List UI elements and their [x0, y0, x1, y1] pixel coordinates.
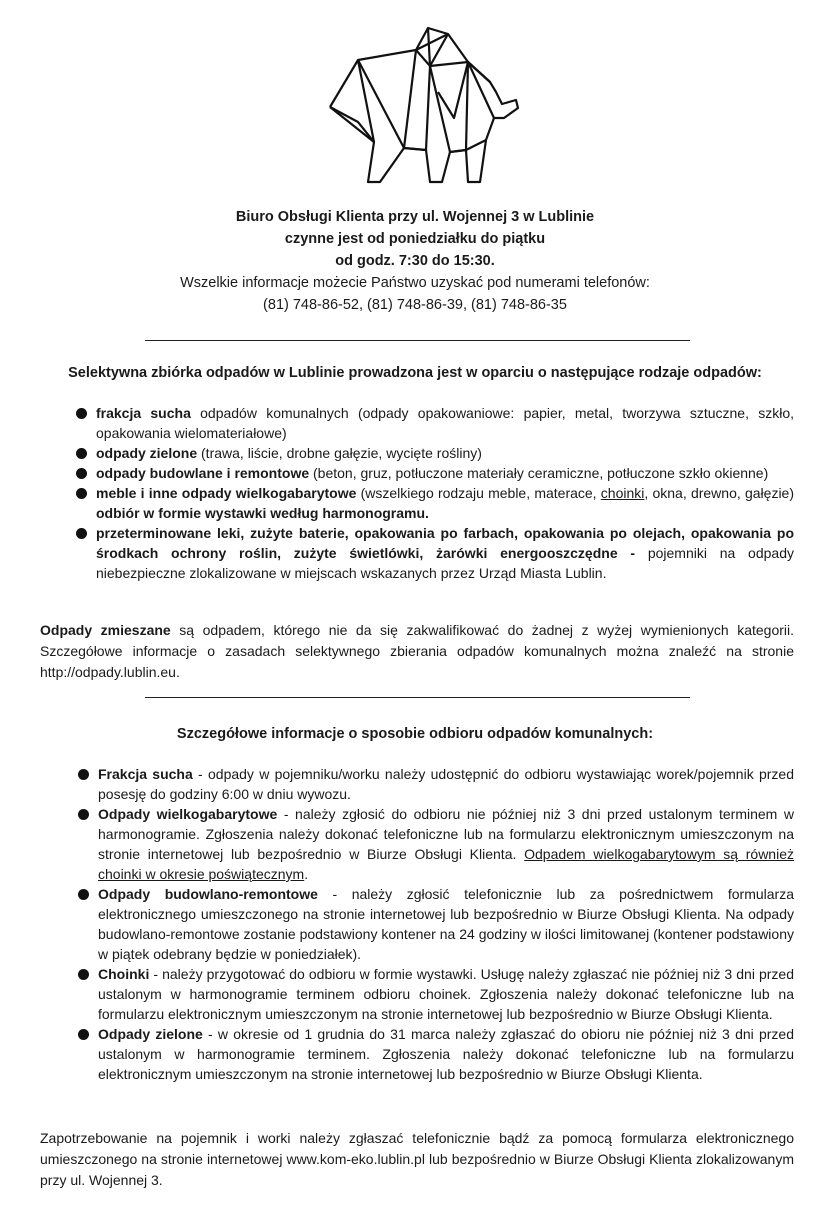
elephant-logo-icon — [318, 22, 528, 187]
divider-2 — [145, 697, 690, 698]
list-item: przeterminowane leki, zużyte baterie, opakowania po farbach, opakowania po olejach, opakowania po środkach ochrony roślin, zużyte świetlówki, żarówki energooszczędne - pojemniki na odpady niebezpieczne zlokalizowane w miejscach wskazanych przez Urząd Miasta Lublin. — [76, 523, 794, 583]
list-item: odpady zielone (trawa, liście, drobne gałęzie, wycięte rośliny) — [76, 443, 794, 463]
divider-1 — [145, 340, 690, 341]
section2-list — [78, 764, 794, 1084]
bullet-icon — [76, 488, 87, 499]
bullet-icon — [78, 969, 89, 980]
office-phones: (81) 748-86-52, (81) 748-86-39, (81) 748-86-35 — [263, 297, 567, 313]
office-line-3: od godz. 7:30 do 15:30. — [335, 253, 495, 269]
office-info — [60, 206, 770, 316]
bullet-icon — [76, 468, 87, 479]
section1-heading: Selektywna zbiórka odpadów w Lublinie prowadzona jest w oparciu o następujące rodzaje odpadów: — [68, 365, 762, 381]
list-item: odpady budowlane i remontowe (beton, gruz, potłuczone materiały ceramiczne, potłuczone szkło okienne) — [76, 463, 794, 483]
list-item: frakcja sucha odpadów komunalnych (odpady opakowaniowe: papier, metal, tworzywa sztuczne, szkło, opakowania wielomateriałowe) — [76, 403, 794, 443]
office-line-1: Biuro Obsługi Klienta przy ul. Wojennej 3 w Lublinie — [235, 209, 595, 225]
list-item: Odpady wielkogabarytowe - należy zgłosić do odbioru nie później niż 3 dni przed ustalonym terminem w harmonogramie. Zgłoszenia należy dokonać telefoniczne lub na formularzu elektronicznym umieszczonym na stronie internetowej lub bezpośrednio w Biurze Obsługi Klienta. Odpadem wielkogabarytowym są również choinki w okresie poświątecznym. — [78, 804, 794, 884]
list-item: meble i inne odpady wielkogabarytowe (wszelkiego rodzaju meble, materace, choinki, okna, drewno, gałęzie) odbiór w formie wystawki według harmonogramu. — [76, 483, 794, 523]
list-item: Choinki - należy przygotować do odbioru w formie wystawki. Usługę należy zgłaszać nie później niż 3 dni przed ustalonym w harmonogramie terminem odbioru choinek. Zgłoszenia należy dokonać telefoniczne lub na formularzu elektronicznym umieszczonym na stronie internetowej lub bezpośrednio w Biurze Obsługi Klienta. — [78, 964, 794, 1024]
office-line-4: Wszelkie informacje możecie Państwo uzyskać pod numerami telefonów: — [180, 275, 650, 291]
bullet-icon — [76, 408, 87, 419]
footer-paragraph: Zapotrzebowanie na pojemnik i worki należy zgłaszać telefonicznie bądź za pomocą formularza elektronicznego umieszczonego na stronie internetowej www.kom-eko.lublin.pl lub bezpośrednio w Biurze Obsługi Klienta zlokalizowanym przy ul. Wojennej 3. — [40, 1130, 794, 1188]
section2-heading: Szczegółowe informacje o sposobie odbioru odpadów komunalnych: — [176, 726, 654, 742]
bullet-icon — [78, 769, 89, 780]
bullet-icon — [76, 528, 87, 539]
bullet-icon — [78, 1029, 89, 1040]
office-line-2: czynne jest od poniedziałku do piątku — [284, 231, 546, 247]
list-item: Odpady zielone - w okresie od 1 grudnia do 31 marca należy zgłaszać do obioru nie później niż 3 dni przed ustalonym w harmonogramie terminem. Zgłoszenia należy dokonać telefoniczne lub na formularzu elektronicznym umieszczonym na stronie internetowej lub bezpośrednio w Biurze Obsługi Klienta. — [78, 1024, 794, 1084]
section1-list — [76, 403, 794, 583]
bullet-icon — [78, 889, 89, 900]
mixed-waste-paragraph: Odpady zmieszane są odpadem, którego nie da się zakwalifikować do żadnej z wyżej wymienionych kategorii. Szczegółowe informacje o zasadach selektywnego zbierania odpadów komunalnych można znaleźć na stronie http://odpady.lublin.eu. — [40, 622, 794, 680]
list-item: Frakcja sucha - odpady w pojemniku/worku należy udostępnić do odbioru wystawiając worek/pojemnik przed posesję do godziny 6:00 w dniu wywozu. — [78, 764, 794, 804]
list-item: Odpady budowlano-remontowe - należy zgłosić telefonicznie lub za pośrednictwem formularza elektronicznego umieszczonego na stronie internetowej lub bezpośrednio w Biurze Obsługi Klienta. Na odpady budowlano-remontowe zostanie podstawiony kontener na 24 godziny w ilości limitowanej (kontener podstawiony w piątek odebrany będzie w poniedziałek). — [78, 884, 794, 964]
bullet-icon — [76, 448, 87, 459]
bullet-icon — [78, 809, 89, 820]
